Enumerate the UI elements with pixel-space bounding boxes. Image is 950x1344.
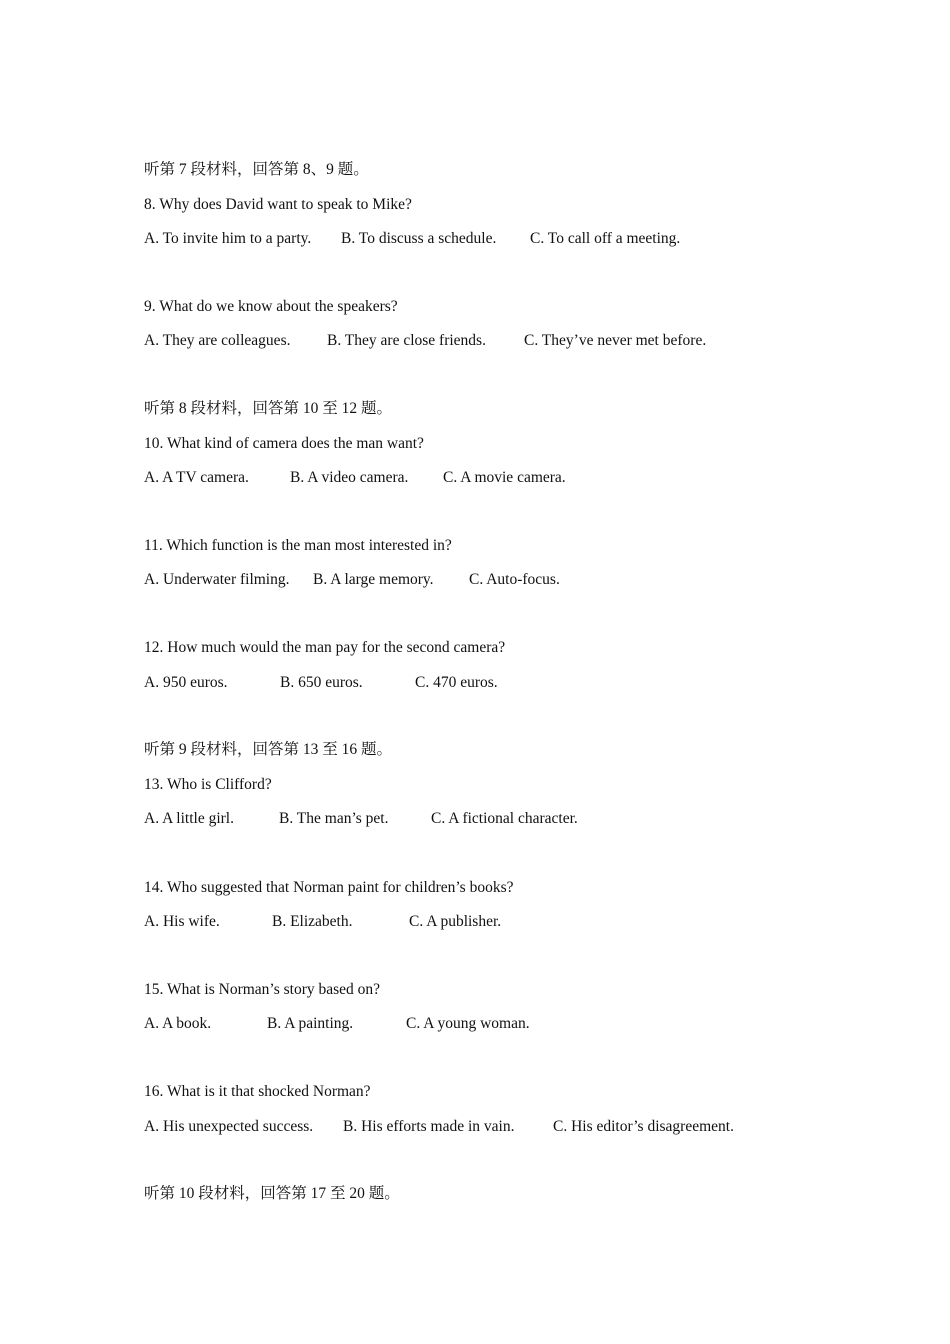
option-a: A. His unexpected success. — [144, 1118, 314, 1135]
option-c: C. They’ve never met before. — [524, 332, 707, 349]
question-text: 14. Who suggested that Norman paint for children’s books? — [144, 879, 514, 896]
question-text: 16. What is it that shocked Norman? — [144, 1083, 371, 1100]
option-b: B. To discuss a schedule. — [341, 230, 497, 247]
question-text: 8. Why does David want to speak to Mike? — [144, 196, 412, 213]
option-b: B. Elizabeth. — [272, 913, 353, 930]
option-row — [144, 809, 844, 829]
option-c: C. A publisher. — [409, 913, 502, 930]
option-b: B. 650 euros. — [280, 674, 363, 691]
option-a: A. A TV camera. — [144, 469, 249, 486]
question-text: 12. How much would the man pay for the second camera? — [144, 639, 506, 656]
option-a: A. To invite him to a party. — [144, 230, 312, 247]
option-a: A. Underwater filming. — [144, 571, 290, 588]
option-row — [144, 229, 844, 249]
option-c: C. A movie camera. — [443, 469, 566, 486]
question-text: 15. What is Norman’s story based on? — [144, 981, 381, 998]
option-row — [144, 912, 844, 932]
option-c: C. 470 euros. — [415, 674, 498, 691]
option-b: B. They are close friends. — [327, 332, 486, 349]
option-c: C. To call off a meeting. — [530, 230, 681, 247]
option-row — [144, 1014, 844, 1034]
option-row — [144, 673, 844, 693]
option-c: C. A fictional character. — [431, 810, 578, 827]
option-a: A. They are colleagues. — [144, 332, 291, 349]
option-b: B. A painting. — [267, 1015, 354, 1032]
option-c: C. His editor’s disagreement. — [553, 1118, 734, 1135]
option-row — [144, 1117, 844, 1137]
section-header: 听第 9 段材料，回答第 13 至 16 题。 — [144, 741, 393, 758]
question-text: 9. What do we know about the speakers? — [144, 298, 398, 315]
question-text: 11. Which function is the man most interested in? — [144, 537, 452, 554]
option-row — [144, 570, 844, 590]
question-text: 13. Who is Clifford? — [144, 776, 272, 793]
option-row — [144, 331, 844, 351]
option-b: B. A video camera. — [290, 469, 409, 486]
section-header: 听第 10 段材料，回答第 17 至 20 题。 — [144, 1185, 400, 1202]
option-row — [144, 468, 844, 488]
option-c: C. Auto-focus. — [469, 571, 560, 588]
option-a: A. 950 euros. — [144, 674, 228, 691]
option-a: A. A little girl. — [144, 810, 234, 827]
option-b: B. His efforts made in vain. — [343, 1118, 515, 1135]
option-c: C. A young woman. — [406, 1015, 530, 1032]
option-b: B. A large memory. — [313, 571, 434, 588]
question-text: 10. What kind of camera does the man want? — [144, 435, 424, 452]
section-header: 听第 7 段材料，回答第 8、9 题。 — [144, 161, 369, 178]
option-a: A. His wife. — [144, 913, 220, 930]
option-b: B. The man’s pet. — [279, 810, 389, 827]
option-a: A. A book. — [144, 1015, 212, 1032]
section-header: 听第 8 段材料，回答第 10 至 12 题。 — [144, 400, 393, 417]
